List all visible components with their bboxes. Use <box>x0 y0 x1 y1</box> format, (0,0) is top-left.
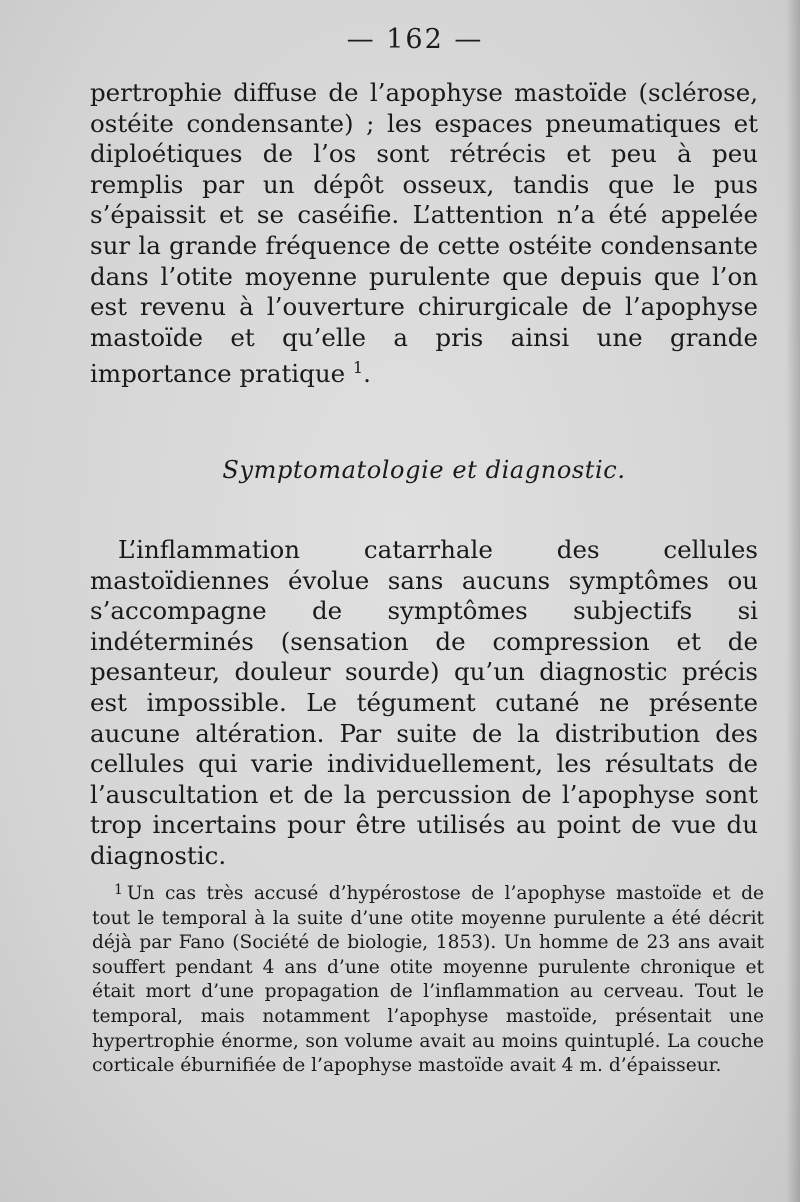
footnote-reference: 1 <box>352 358 364 378</box>
page-edge-shadow <box>786 0 800 1202</box>
page-number: — 162 — <box>346 24 484 55</box>
footnote-marker: 1 <box>114 882 123 898</box>
footnote <box>92 878 764 1079</box>
paragraph-symptoms: L’inflammation catarrhale des cellules mastoïdiennes évolue sans aucuns symptômes ou s’accompagne de symptômes subjectifs si indéterminés (sensation de compression et de pesanteur, douleur sourde) qu’un diagnostic précis est impossible. Le tégument cutané ne présente aucune altération. Par suite de la distribution des cellules qui varie individuellement, les résultats de l’auscultation et de la percussion de l’apophyse sont trop incertains pour être utilisés au point de vue du diagnostic. <box>90 535 758 870</box>
footnote-text: Un cas très accusé d’hypérostose de l’apophyse mastoïde et de tout le temporal à la suite d’une otite moyenne purulente a été décrit déjà par Fano (Société de biologie, 1853). Un homme de 23 ans avait souffert pendant 4 ans d’une otite moyenne purulente chronique et était mort d’une propagation de l’inflammation au cerveau. Tout le temporal, mais notamment l’apophyse mastoïde, présentait une hypertrophie énorme, son volume avait au moins quintuplé. La couche corticale éburnifiée de l’apophyse mastoïde avait 4 m. d’épaisseur. <box>92 883 764 1077</box>
paragraph-continuation <box>90 78 758 390</box>
paragraph-continuation-end: . <box>363 359 371 389</box>
paragraph-continuation-text: pertrophie diffuse de l’apophyse mastoïde (sclérose, ostéite condensante) ; les espaces pneumatiques et diploétiques de l’os sont rétrécis et peu à peu remplis par un dépôt osseux, tandis que le pus s’épaissit et se caséifie. L’attention n’a été appelée sur la grande fréquence de cette ostéite condensante dans l’otite moyenne purulente que depuis que l’on est revenu à l’ouverture chirurgicale de l’apophyse mastoïde et qu’elle a pris ainsi une grande importance pratique <box>90 78 758 389</box>
section-heading: Symptomatologie et diagnostic. <box>222 456 626 484</box>
